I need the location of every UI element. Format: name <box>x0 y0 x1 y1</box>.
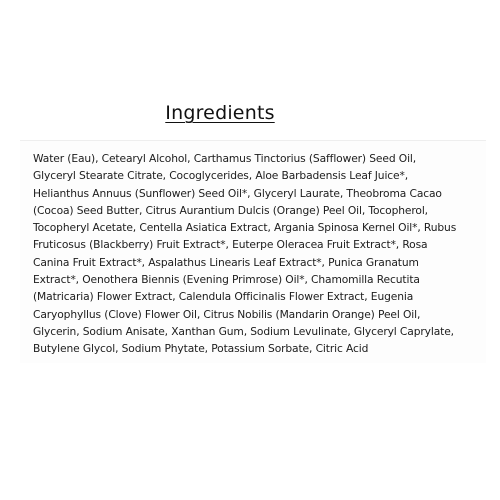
ingredient-line: Butylene Glycol, Sodium Phytate, Potassium Sorbate, Citric Acid <box>33 342 369 356</box>
ingredient-line: Caryophyllus (Clove) Flower Oil, Citrus Nobilis (Mandarin Orange) Peel Oil, <box>33 307 421 321</box>
ingredient-line: Fruticosus (Blackberry) Fruit Extract*, Euterpe Oleracea Fruit Extract*, Rosa <box>33 238 428 252</box>
ingredient-line: Tocopheryl Acetate, Centella Asiatica Extract, Argania Spinosa Kernel Oil*, Rubus <box>33 221 457 235</box>
ingredient-line: Helianthus Annuus (Sunflower) Seed Oil*, Glyceryl Laurate, Theobroma Cacao <box>33 186 442 200</box>
ingredient-line: Water (Eau), Cetearyl Alcohol, Carthamus Tinctorius (Safflower) Seed Oil, <box>33 152 417 165</box>
ingredient-line: Extract*, Oenothera Biennis (Evening Primrose) Oil*, Chamomilla Recutita <box>33 273 420 287</box>
ingredient-line: Glycerin, Sodium Anisate, Xanthan Gum, Sodium Levulinate, Glyceryl Caprylate, <box>33 324 454 338</box>
ingredient-line: (Matricaria) Flower Extract, Calendula Officinalis Flower Extract, Eugenia <box>33 290 414 304</box>
ingredient-line: Canina Fruit Extract*, Aspalathus Linearis Leaf Extract*, Punica Granatum <box>33 255 419 269</box>
ingredients-heading: Ingredients <box>165 102 275 124</box>
ingredients-text <box>33 150 485 358</box>
ingredient-line: Glyceryl Stearate Citrate, Cocoglycerides, Aloe Barbadensis Leaf Juice*, <box>33 169 409 183</box>
ingredient-line: (Cocoa) Seed Butter, Citrus Aurantium Dulcis (Orange) Peel Oil, Tocopherol, <box>33 203 428 217</box>
